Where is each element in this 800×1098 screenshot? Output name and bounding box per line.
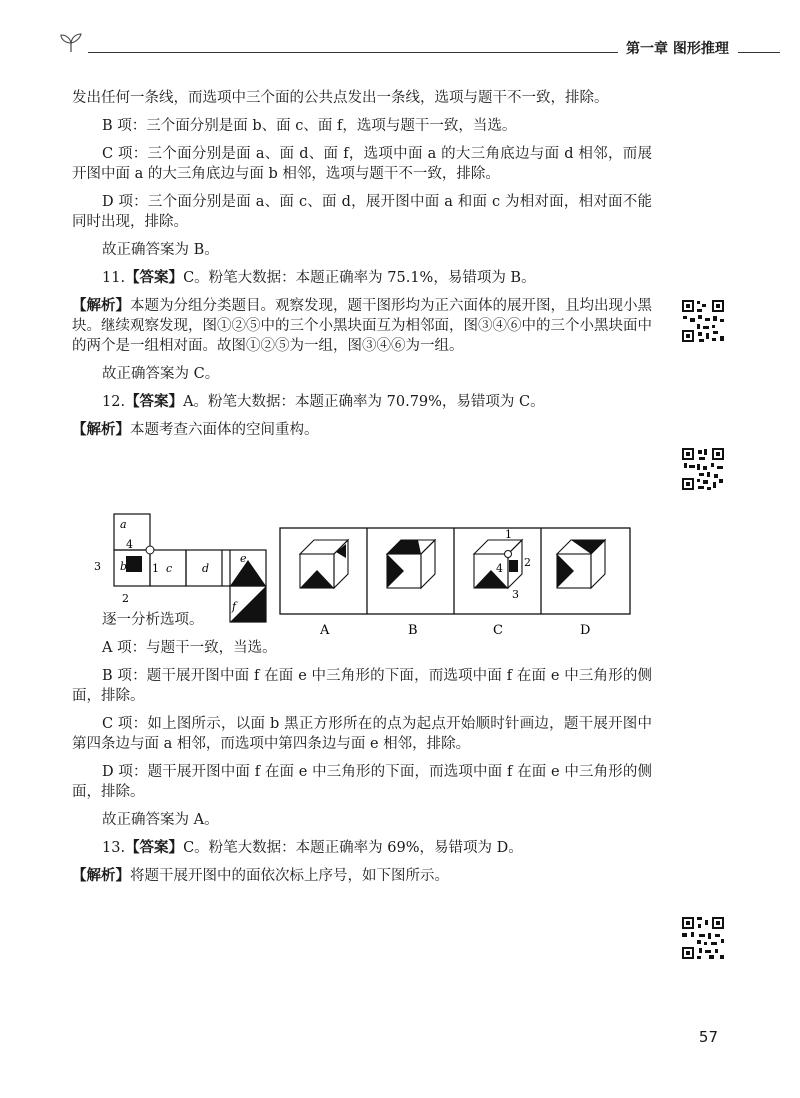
q13-analysis [72,866,652,886]
net-label-b: b [120,560,128,573]
paragraph: 逐一分析选项。 [102,612,204,628]
q11-answer-text: C。粉笔大数据：本题正确率为 75.1%，易错项为 B。 [183,270,536,286]
net-number-3: 3 [94,560,101,573]
paragraph: B 项：三个面分别是面 b、面 c、面 f，选项与题干一致，当选。 [102,118,517,134]
net-number-1: 1 [152,562,159,575]
net-label-a: a [120,518,127,531]
net-label-f: f [232,600,237,613]
page-header [58,30,780,60]
net-start-point [146,546,154,554]
paragraph: 发出任何一条线，而选项中三个面的公共点发出一条线，选项与题干不一致，排除。 [72,90,609,106]
q12-number: 12. [102,394,126,410]
q12-analysis-text: 本题考查六面体的空间重构。 [130,422,319,438]
analysis-tag: 【解析】 [72,868,130,884]
answer-tag: 【答案】 [125,270,184,286]
chapter-title: 第一章 图形推理 [626,41,729,57]
option-d-cube [557,540,605,588]
cube-net-figure [90,510,650,650]
page-number: 57 [698,1028,718,1046]
q11-analysis [72,296,652,356]
q13-analysis-text: 将题干展开图中的面依次标上序号，如下图所示。 [130,868,449,884]
option-label-c: C [493,623,503,638]
net-number-2: 2 [122,592,129,605]
q11-answer [72,268,652,288]
paragraph: A 项：与题干一致，当选。 [102,640,277,656]
paragraph: B 项：题干展开图中面 f 在面 e 中三角形的下面，而选项中面 f 在面 e 中三角形的侧面，排除。 [72,668,652,704]
header-rule-right [738,52,780,53]
paragraph: D 项：三个面分别是面 a、面 c、面 d，展开图中面 a 和面 c 为相对面，相对面不能同时出现，排除。 [72,194,652,230]
q13-answer-text: C。粉笔大数据：本题正确率为 69%，易错项为 D。 [183,840,523,856]
paragraph: 故正确答案为 B。 [102,242,219,258]
header-rule-left [88,52,618,53]
option-c-number-1: 1 [505,528,512,541]
paragraph: C 项：三个面分别是面 a、面 d、面 f，选项中面 a 的大三角底边与面 d 相邻，而展开图中面 a 的大三角底边与面 b 相邻，选项与题干不一致，排除。 [72,146,652,182]
q13-number: 13. [102,840,126,856]
option-b-cube [387,540,435,588]
qr-code-icon[interactable] [680,298,726,344]
option-c-number-4: 4 [496,562,503,575]
option-label-a: A [320,623,330,638]
net-label-c: c [166,562,173,575]
option-label-d: D [580,623,591,638]
q12-answer [72,392,652,412]
net-label-d: d [202,562,210,575]
net-label-e: e [240,552,247,565]
sprout-icon [58,32,84,54]
q11-number: 11. [102,270,126,286]
option-c-number-3: 3 [512,588,519,601]
qr-code-icon[interactable] [680,446,726,492]
analysis-tag: 【解析】 [72,298,130,314]
paragraph: 故正确答案为 C。 [102,366,220,382]
q11-analysis-text: 本题为分组分类题目。观察发现，题干图形均为正六面体的展开图，且均出现小黑块。继续观察发现，图①②⑤中的三个小黑块面互为相邻面，图③④⑥中的三个小黑块面中的两个是一组相对面。故图①②⑤为一组，图③④⑥为一组。 [72,298,652,354]
option-a-cube [300,540,348,588]
paragraph: 故正确答案为 A。 [102,812,219,828]
net-number-4: 4 [126,538,133,551]
q12-answer-text: A。粉笔大数据：本题正确率为 70.79%，易错项为 C。 [183,394,545,410]
answer-tag: 【答案】 [125,840,184,856]
qr-code-icon[interactable] [680,915,726,961]
paragraph: D 项：题干展开图中面 f 在面 e 中三角形的下面，而选项中面 f 在面 e 中三角形的侧面，排除。 [72,764,652,800]
page-body [72,88,652,886]
option-label-b: B [408,623,418,638]
answer-tag: 【答案】 [125,394,184,410]
net-triangle-e [230,560,266,586]
option-c-number-2: 2 [524,556,531,569]
analysis-tag: 【解析】 [72,422,130,438]
q13-answer [72,838,652,858]
paragraph: C 项：如上图所示，以面 b 黑正方形所在的点为起点开始顺时针画边，题干展开图中第四条边与面 a 相邻，而选项中第四条边与面 e 相邻，排除。 [72,716,652,752]
q12-analysis [72,420,652,440]
net-black-square [126,556,142,572]
